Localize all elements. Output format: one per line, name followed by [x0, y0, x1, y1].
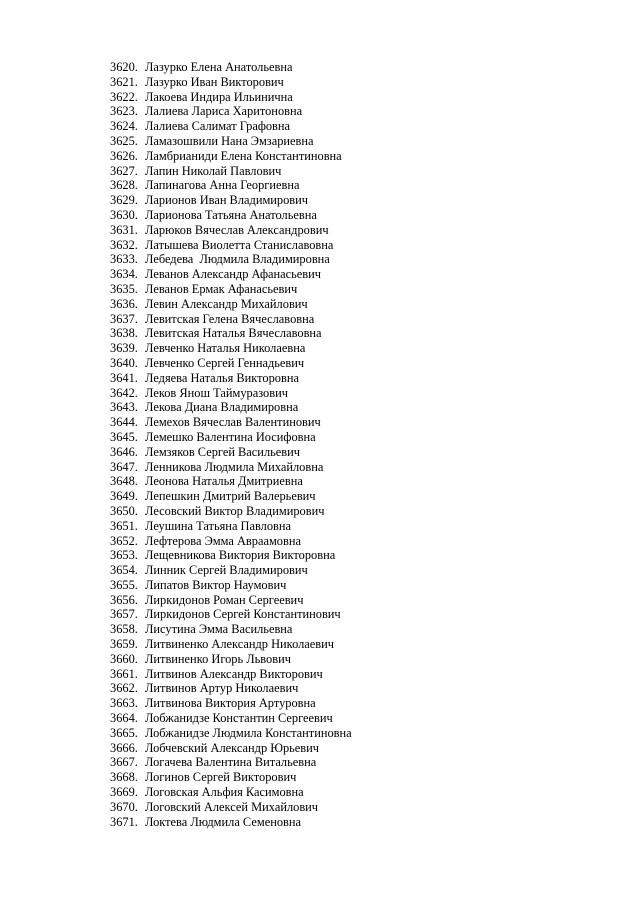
list-item	[110, 208, 352, 223]
list-item	[110, 667, 352, 682]
entry-number: 3626.	[110, 148, 138, 163]
list-item	[110, 356, 352, 371]
list-item	[110, 460, 352, 475]
list-item	[110, 104, 352, 119]
entry-name: Лефтерова Эмма Авраамовна	[145, 533, 301, 548]
entry-number: 3632.	[110, 237, 138, 252]
list-item	[110, 149, 352, 164]
entry-name: Леванов Ермак Афанасьевич	[145, 281, 298, 296]
entry-number: 3640.	[110, 355, 138, 370]
list-item	[110, 400, 352, 415]
entry-name: Лапин Николай Павлович	[145, 163, 282, 178]
entry-number: 3655.	[110, 577, 138, 592]
entry-name: Липатов Виктор Наумович	[145, 577, 287, 592]
list-item	[110, 164, 352, 179]
entry-name: Логовская Альфия Касимовна	[145, 785, 304, 800]
list-item	[110, 622, 352, 637]
entry-number: 3633.	[110, 252, 138, 267]
entry-name: Литвинова Виктория Артуровна	[145, 696, 316, 711]
entry-number: 3667.	[110, 755, 138, 770]
list-item	[110, 800, 352, 815]
entry-number: 3654.	[110, 563, 138, 578]
entry-name: Лепешкин Дмитрий Валерьевич	[145, 489, 316, 504]
entry-number: 3643.	[110, 400, 138, 415]
entry-name: Линник Сергей Владимирович	[145, 563, 308, 578]
entry-name: Лобчевский Александр Юрьевич	[145, 740, 320, 755]
entry-number: 3630.	[110, 207, 138, 222]
entry-name: Лалиева Лариса Харитоновна	[145, 104, 303, 119]
entry-name: Лакоева Индира Ильинична	[145, 89, 293, 104]
entry-name: Лемзяков Сергей Васильевич	[145, 444, 300, 459]
entry-name: Лемехов Вячеслав Валентинович	[145, 415, 321, 430]
entry-number: 3671.	[110, 814, 138, 829]
entry-number: 3651.	[110, 518, 138, 533]
list-item	[110, 223, 352, 238]
list-item	[110, 563, 352, 578]
entry-number: 3661.	[110, 666, 138, 681]
list-item	[110, 593, 352, 608]
list-item	[110, 90, 352, 105]
list-item	[110, 534, 352, 549]
entry-number: 3664.	[110, 711, 138, 726]
entry-number: 3637.	[110, 311, 138, 326]
entry-name: Лиркидонов Роман Сергеевич	[145, 592, 304, 607]
entry-number: 3659.	[110, 637, 138, 652]
list-item	[110, 755, 352, 770]
entry-number: 3669.	[110, 785, 138, 800]
entry-number: 3621.	[110, 74, 138, 89]
list-item	[110, 415, 352, 430]
entry-name: Лазурко Иван Викторович	[145, 74, 284, 89]
list-item	[110, 607, 352, 622]
list-item	[110, 119, 352, 134]
entry-name: Ледяева Наталья Викторовна	[145, 370, 299, 385]
entry-number: 3623.	[110, 104, 138, 119]
list-item	[110, 445, 352, 460]
entry-name: Лесовский Виктор Владимирович	[145, 503, 325, 518]
entry-number: 3646.	[110, 444, 138, 459]
entry-name: Ламбрианиди Елена Константиновна	[145, 148, 342, 163]
entry-name: Лемешко Валентина Иосифовна	[145, 429, 316, 444]
list-item	[110, 312, 352, 327]
list-item	[110, 681, 352, 696]
list-item	[110, 134, 352, 149]
entry-name: Ленникова Людмила Михайловна	[145, 459, 324, 474]
entry-number: 3639.	[110, 341, 138, 356]
list-item	[110, 193, 352, 208]
entry-name: Лекова Диана Владимировна	[145, 400, 299, 415]
list-item	[110, 815, 352, 830]
list-item	[110, 519, 352, 534]
list-item	[110, 386, 352, 401]
list-item	[110, 770, 352, 785]
list-item	[110, 297, 352, 312]
entry-name: Литвинов Артур Николаевич	[145, 681, 299, 696]
entry-name: Логачева Валентина Витальевна	[145, 755, 317, 770]
entry-number: 3663.	[110, 696, 138, 711]
entry-name: Литвинов Александр Викторович	[145, 666, 323, 681]
list-item	[110, 474, 352, 489]
entry-number: 3668.	[110, 770, 138, 785]
entry-name: Логинов Сергей Викторович	[145, 770, 297, 785]
entry-number: 3631.	[110, 222, 138, 237]
entry-number: 3634.	[110, 267, 138, 282]
entry-name: Локтева Людмила Семеновна	[145, 814, 301, 829]
entry-number: 3649.	[110, 489, 138, 504]
entry-name: Лебедева Людмила Владимировна	[145, 252, 330, 267]
entry-name: Левитская Гелена Вячеславовна	[145, 311, 315, 326]
entry-name: Леушина Татьяна Павловна	[145, 518, 292, 533]
list-item	[110, 326, 352, 341]
list-item	[110, 341, 352, 356]
list-item	[110, 75, 352, 90]
list-item	[110, 282, 352, 297]
entry-name: Лобжанидзе Константин Сергеевич	[145, 711, 333, 726]
list-item	[110, 785, 352, 800]
list-item	[110, 178, 352, 193]
entry-name: Латышева Виолетта Станиславовна	[145, 237, 334, 252]
entry-number: 3656.	[110, 592, 138, 607]
entry-name: Литвиненко Игорь Львович	[145, 651, 291, 666]
entry-name: Лиркидонов Сергей Константинович	[145, 607, 341, 622]
entry-number: 3636.	[110, 296, 138, 311]
entry-number: 3666.	[110, 740, 138, 755]
entry-number: 3629.	[110, 193, 138, 208]
list-item	[110, 430, 352, 445]
list-item	[110, 652, 352, 667]
entry-name: Левченко Наталья Николаевна	[145, 341, 306, 356]
entry-number: 3644.	[110, 415, 138, 430]
entry-number: 3670.	[110, 799, 138, 814]
list-item	[110, 267, 352, 282]
entry-name: Леванов Александр Афанасьевич	[145, 267, 321, 282]
entry-number: 3628.	[110, 178, 138, 193]
list-item	[110, 726, 352, 741]
list-item	[110, 578, 352, 593]
entry-name: Ларионова Татьяна Анатольевна	[145, 207, 317, 222]
entry-name: Левитская Наталья Вячеславовна	[145, 326, 322, 341]
entry-name: Ларионов Иван Владимирович	[145, 193, 309, 208]
entry-name: Логовский Алексей Михайлович	[145, 799, 319, 814]
list-item	[110, 696, 352, 711]
entry-name: Лещевникова Виктория Викторовна	[145, 548, 336, 563]
entry-name: Лазурко Елена Анатольевна	[145, 60, 293, 74]
entry-number: 3642.	[110, 385, 138, 400]
entry-number: 3657.	[110, 607, 138, 622]
entry-name: Лалиева Салимат Графовна	[145, 119, 291, 134]
entry-name: Лапинагова Анна Георгиевна	[145, 178, 300, 193]
entry-number: 3653.	[110, 548, 138, 563]
list-item	[110, 504, 352, 519]
entry-name: Левин Александр Михайлович	[145, 296, 308, 311]
list-item	[110, 548, 352, 563]
entry-number: 3648.	[110, 474, 138, 489]
entry-number: 3638.	[110, 326, 138, 341]
entry-number: 3660.	[110, 651, 138, 666]
entry-number: 3641.	[110, 370, 138, 385]
entry-number: 3647.	[110, 459, 138, 474]
list-item	[110, 60, 352, 75]
entry-name: Ларюков Вячеслав Александрович	[145, 222, 329, 237]
entry-name: Левченко Сергей Геннадьевич	[145, 355, 305, 370]
entry-name: Лобжанидзе Людмила Константиновна	[145, 725, 352, 740]
list-item	[110, 637, 352, 652]
entry-number: 3620.	[110, 60, 138, 74]
entry-name: Лисутина Эмма Васильевна	[145, 622, 293, 637]
entry-number: 3665.	[110, 725, 138, 740]
list-item	[110, 711, 352, 726]
list-item	[110, 371, 352, 386]
entry-number: 3622.	[110, 89, 138, 104]
list-item	[110, 252, 352, 267]
entry-name: Леков Янош Таймуразович	[145, 385, 288, 400]
entry-number: 3662.	[110, 681, 138, 696]
entry-number: 3650.	[110, 503, 138, 518]
entry-number: 3627.	[110, 163, 138, 178]
entry-name: Литвиненко Александр Николаевич	[145, 637, 334, 652]
names-list	[110, 60, 352, 829]
entry-name: Леонова Наталья Дмитриевна	[145, 474, 303, 489]
entry-number: 3635.	[110, 281, 138, 296]
entry-name: Ламазошвили Нана Эмзариевна	[145, 133, 314, 148]
entry-number: 3652.	[110, 533, 138, 548]
entry-number: 3645.	[110, 429, 138, 444]
entry-number: 3624.	[110, 119, 138, 134]
entry-number: 3625.	[110, 133, 138, 148]
list-item	[110, 741, 352, 756]
list-item	[110, 489, 352, 504]
entry-number: 3658.	[110, 622, 138, 637]
list-item	[110, 238, 352, 253]
